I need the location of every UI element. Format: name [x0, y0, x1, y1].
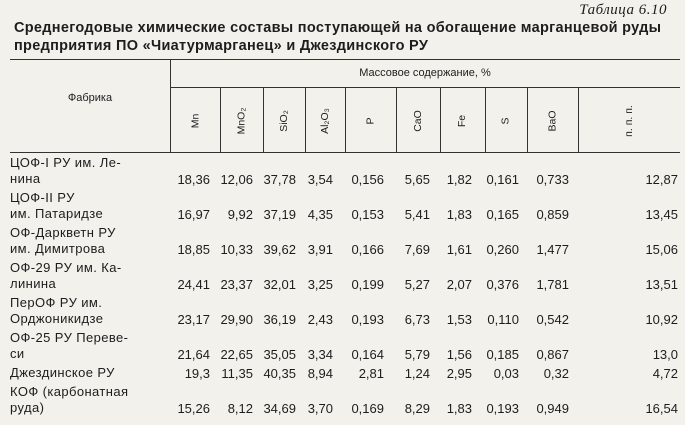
table-cell: 8,94	[307, 366, 333, 381]
column-divider	[396, 87, 397, 152]
table-cell: 1,477	[536, 242, 569, 257]
factory-name-line: ОФ-29 РУ им. Ка-	[10, 260, 122, 275]
column-divider	[485, 87, 486, 152]
factory-column-header: Фабрика	[67, 92, 113, 104]
factory-name	[10, 384, 180, 416]
table-cell: 0,859	[536, 207, 569, 222]
table-cell: 13,51	[645, 277, 678, 292]
table-cell: 16,54	[645, 401, 678, 416]
factory-name-line: линина	[10, 276, 57, 291]
factory-name-line: ЦОФ-II РУ	[10, 190, 75, 205]
table-cell: 0,32	[543, 366, 569, 381]
table-cell: 2,43	[307, 312, 333, 327]
factory-name-line: руда)	[10, 400, 45, 415]
factory-name-line: Орджоникидзе	[10, 311, 104, 326]
table-cell: 1,82	[446, 172, 472, 187]
table-cell: 0,153	[351, 207, 384, 222]
table-caption: Среднегодовые химические составы поступающей на обогащение марганцевой руды предприятия ПО «Чиатурмарганец» и Джездинского РУ	[14, 20, 662, 54]
table-cell: 0,185	[486, 347, 519, 362]
table-cell: 23,37	[220, 277, 253, 292]
table-cell: 34,69	[263, 401, 296, 416]
factory-name	[10, 190, 180, 222]
table-cell: 13,0	[652, 347, 678, 362]
table-cell: 1,56	[446, 347, 472, 362]
table-cell: 40,35	[263, 366, 296, 381]
column-header-10	[619, 90, 639, 152]
table-cell: 6,73	[404, 312, 430, 327]
table-cell: 0,165	[486, 207, 519, 222]
factory-name-line: ОФ-Даркветн РУ	[10, 225, 116, 240]
column-header-label: CaO	[412, 110, 424, 132]
table-cell: 0,164	[351, 347, 384, 362]
table-cell: 10,33	[220, 242, 253, 257]
table-cell: 2,07	[446, 277, 472, 292]
table-cell: 0,110	[487, 312, 519, 327]
table-cell: 0,169	[351, 401, 384, 416]
table-cell: 19,3	[184, 366, 210, 381]
table-cell: 22,65	[220, 347, 253, 362]
table-cell: 29,90	[220, 312, 253, 327]
header-top-rule	[10, 59, 680, 60]
column-divider	[527, 87, 528, 152]
table-cell: 16,97	[177, 207, 210, 222]
column-divider	[263, 87, 264, 152]
column-header-label: S	[499, 117, 512, 125]
table-cell: 8,29	[404, 401, 430, 416]
factory-name	[10, 155, 180, 187]
table-cell: 1,61	[446, 242, 472, 257]
mass-header-rule	[170, 87, 680, 88]
factory-name-line: ЦОФ-I РУ им. Ле-	[10, 155, 122, 170]
table-cell: 0,867	[536, 347, 569, 362]
column-divider	[305, 87, 306, 152]
table-cell: 0,156	[351, 172, 384, 187]
column-header-5	[361, 90, 381, 152]
table-cell: 3,91	[307, 242, 333, 257]
table-cell: 3,34	[307, 347, 333, 362]
table-cell: 36,19	[263, 312, 296, 327]
column-header-label: Fe	[456, 114, 469, 128]
table-cell: 0,166	[351, 242, 384, 257]
table-number: Таблица 6.10	[579, 2, 667, 18]
column-header-label: Al₂O₃	[319, 108, 332, 134]
column-header-2	[232, 90, 252, 152]
factory-name-line: си	[10, 346, 25, 361]
table-cell: 3,54	[307, 172, 333, 187]
table-cell: 39,62	[263, 242, 296, 257]
table-cell: 2,95	[446, 366, 472, 381]
factory-name-line: нина	[10, 171, 41, 186]
column-header-3	[274, 90, 294, 152]
column-header-label: BaO	[546, 110, 559, 132]
column-header-4	[315, 90, 335, 152]
column-header-label: Mn	[189, 113, 201, 129]
table-cell: 0,260	[486, 242, 519, 257]
column-divider	[578, 87, 579, 152]
table-cell: 7,69	[404, 242, 430, 257]
table-cell: 35,05	[263, 347, 296, 362]
factory-name	[10, 225, 180, 257]
factory-name	[10, 330, 180, 362]
column-header-label: SiO₂	[278, 110, 290, 132]
table-cell: 0,03	[493, 366, 519, 381]
table-cell: 12,06	[220, 172, 253, 187]
column-header-label: P	[364, 117, 377, 125]
table-cell: 0,199	[351, 277, 384, 292]
mass-content-header: Массовое содержание, %	[359, 67, 491, 79]
table-cell: 10,92	[645, 312, 678, 327]
table-cell: 37,78	[263, 172, 296, 187]
column-header-8	[496, 90, 516, 152]
column-divider	[220, 87, 221, 152]
table-cell: 4,35	[307, 207, 333, 222]
table-cell: 37,19	[263, 207, 296, 222]
factory-name-line: им. Димитрова	[10, 241, 106, 256]
table-cell: 1,83	[446, 207, 472, 222]
factory-name	[10, 365, 180, 381]
column-header-6	[408, 90, 428, 152]
table-cell: 12,87	[645, 172, 678, 187]
table-cell: 0,949	[536, 401, 569, 416]
factory-name-line: Джездинское РУ	[10, 365, 115, 380]
table-cell: 0,376	[486, 277, 519, 292]
table-cell: 1,24	[404, 366, 430, 381]
table-cell: 1,83	[446, 401, 472, 416]
column-header-label: п. п. п.	[623, 105, 635, 137]
table-cell: 15,26	[177, 401, 210, 416]
column-header-1	[185, 90, 205, 152]
table-cell: 3,25	[307, 277, 333, 292]
column-header-7	[453, 90, 473, 152]
table-cell: 32,01	[263, 277, 296, 292]
table-cell: 11,35	[221, 366, 253, 381]
column-header-label: MnO₂	[235, 107, 248, 135]
column-header-9	[543, 90, 563, 152]
table-cell: 2,81	[358, 366, 384, 381]
table-cell: 21,64	[177, 347, 210, 362]
table-cell: 5,27	[404, 277, 430, 292]
table-cell: 5,79	[404, 347, 430, 362]
factory-name-line: им. Патаридзе	[10, 206, 104, 221]
table-cell: 13,45	[645, 207, 678, 222]
table-cell: 9,92	[227, 207, 253, 222]
table-cell: 18,36	[177, 172, 210, 187]
factory-name-line: КОФ (карбонатная	[10, 384, 129, 399]
table-cell: 0,733	[536, 172, 569, 187]
header-bottom-rule	[10, 152, 680, 153]
table-cell: 24,41	[177, 277, 210, 292]
column-divider	[345, 87, 346, 152]
table-cell: 8,12	[227, 401, 253, 416]
table-cell: 5,65	[404, 172, 430, 187]
factory-name-line: ОФ-25 РУ Переве-	[10, 330, 129, 345]
table-cell: 0,542	[536, 312, 569, 327]
table-cell: 18,85	[177, 242, 210, 257]
table-cell: 1,53	[446, 312, 472, 327]
table-cell: 4,72	[652, 366, 678, 381]
table-cell: 1,781	[536, 277, 569, 292]
table-cell: 15,06	[645, 242, 678, 257]
factory-name	[10, 295, 180, 327]
table-cell: 5,41	[404, 207, 430, 222]
factory-name	[10, 260, 180, 292]
column-divider	[440, 87, 441, 152]
table-cell: 0,193	[351, 312, 384, 327]
table-cell: 3,70	[307, 401, 333, 416]
factory-name-line: ПерОФ РУ им.	[10, 295, 103, 310]
table-cell: 23,17	[177, 312, 210, 327]
table-cell: 0,161	[486, 172, 519, 187]
table-cell: 0,193	[486, 401, 519, 416]
